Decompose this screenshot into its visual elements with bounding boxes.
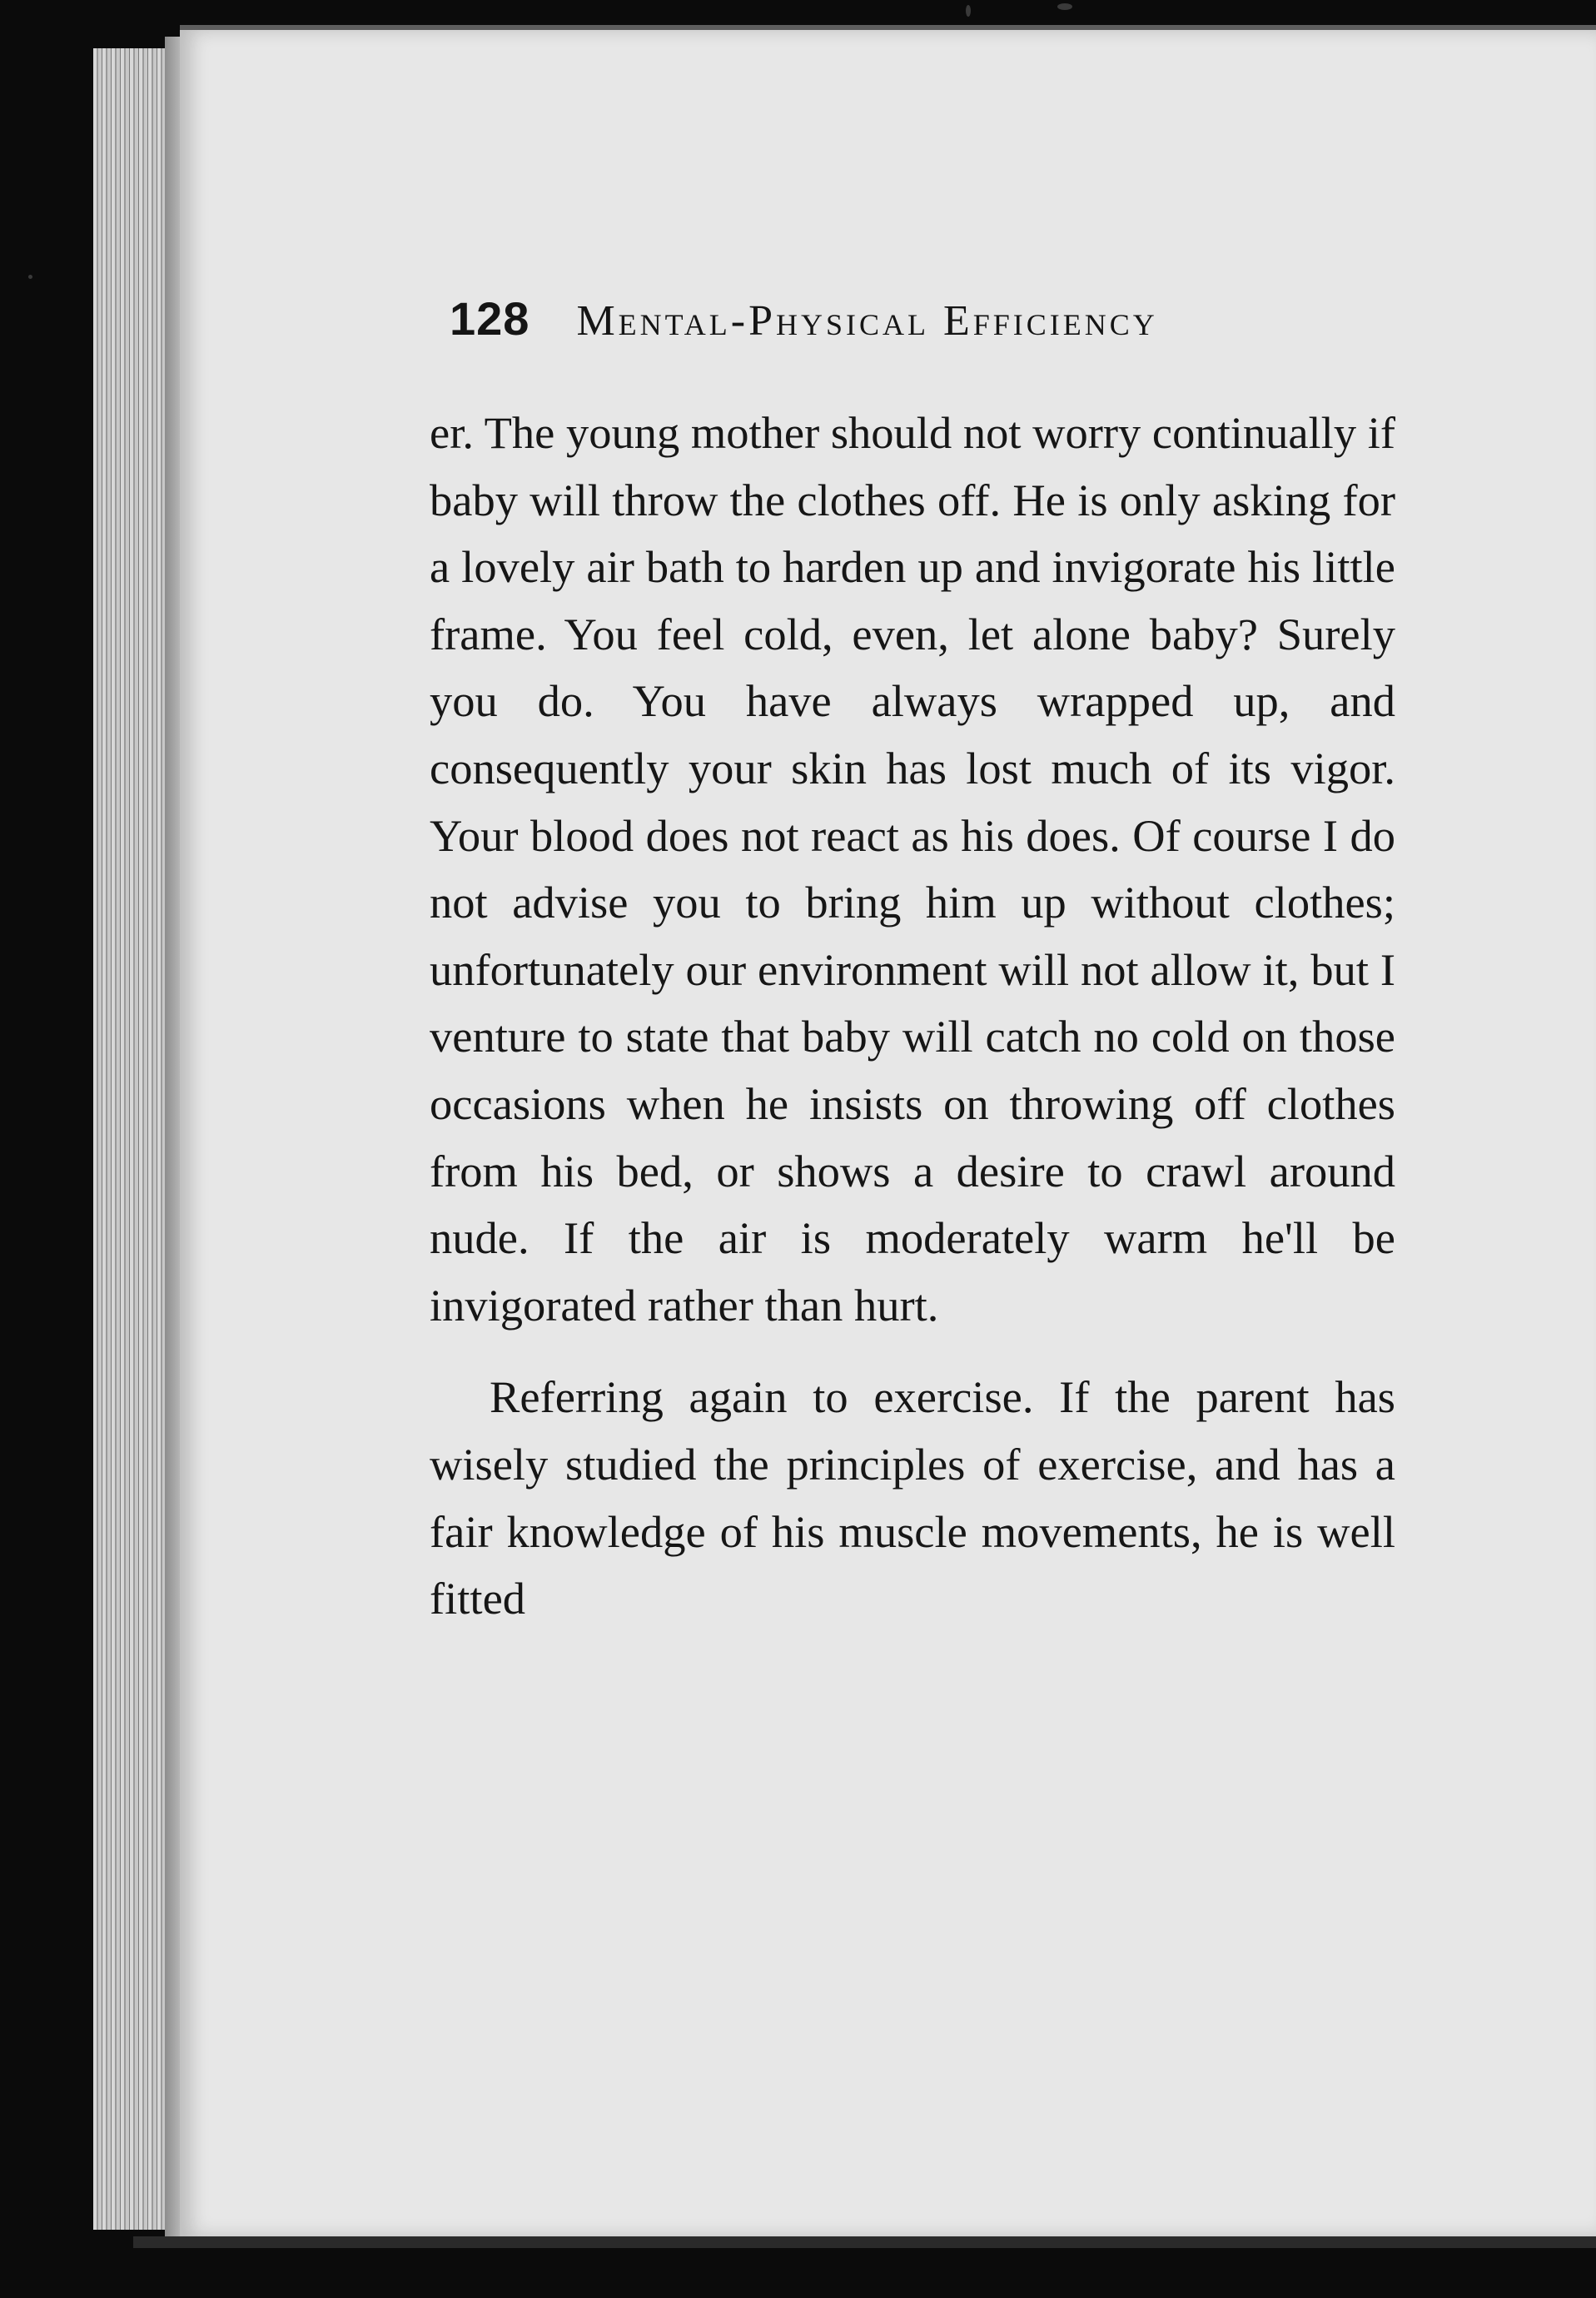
page-bottom-edge bbox=[133, 2236, 1596, 2248]
running-title: Mental-Physical Efficiency bbox=[576, 297, 1158, 345]
scan-speck bbox=[1057, 3, 1072, 10]
page-number: 128 bbox=[450, 292, 530, 345]
body-text bbox=[430, 400, 1395, 1633]
running-head bbox=[450, 291, 1449, 358]
scan-speck bbox=[28, 275, 32, 279]
scan-speck bbox=[966, 5, 971, 17]
paragraph: er. The young mother should not worry continually if baby will throw the clothes off. He is only asking for a lovely air bath to harden up and invigorate his little frame. You feel cold, even, let alone baby? Surely you do. You have always wrapped up, and consequently your skin has lost much of its vigor. Your blood does not react as his does. Of course I do not advise you to bring him up without clothes; unfortunately our environment will not allow it, but I venture to state that baby will catch no cold on those occasions when he insists on throwing off clothes from his bed, or shows a desire to crawl around nude. If the air is moderately warm he'll be invigorated rather than hurt. bbox=[430, 407, 1395, 1331]
paragraph: Referring again to exercise. If the parent has wisely studied the principles of exercise, and has a fair knowledge of his muscle movements, he is well fitted bbox=[430, 1371, 1395, 1624]
